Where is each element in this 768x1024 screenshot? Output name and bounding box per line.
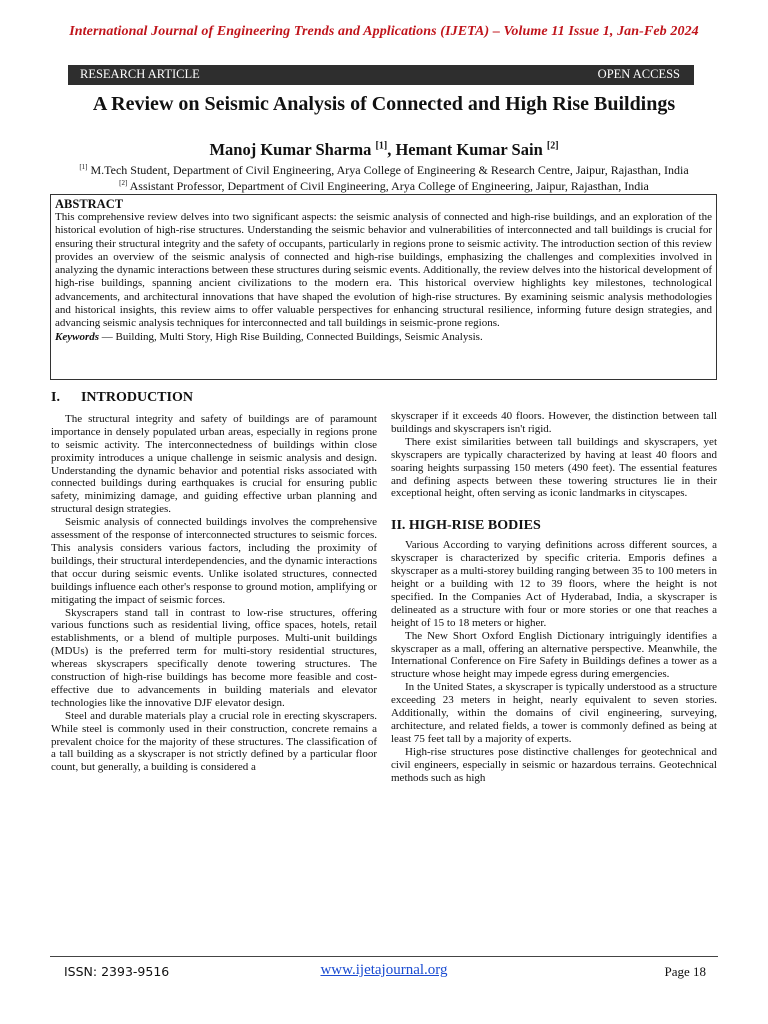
author-line [0,140,768,160]
paper-title: A Review on Seismic Analysis of Connected and High Rise Buildings [92,93,676,115]
left-column [51,392,377,774]
high-rise-paragraph: Various According to varying definitions across different sources, a skyscraper is characterized by specific criteria. Emporis defines a skyscraper as a multi-storey building ranging between 35 to 100 meters in height or a building with 12 to 39 floors, where the height is not specified. In the Companies Act of Hyderabad, India, a skyscraper is delineated as a structure with four or more stories or one that reaches a height of 15 to 18 meters or higher. [391,539,717,629]
affiliation-1-ref: [1] [79,163,88,171]
affiliation-1 [0,160,768,177]
intro-paragraph: The structural integrity and safety of buildings are of paramount importance in densely populated urban areas, especially in regions prone to seismic activity. The interconnectedness of buildings within close proximity introduces a unique challenge in seismic analysis and design. Understanding the dynamic behavior and potential risks associated with connected buildings during earthquakes is crucial for ensuring public safety, minimizing damage, and guiding effective urban planning and structural design strategies. [51,412,377,516]
keywords-label: Keywords [55,330,99,343]
introduction-heading: I. INTRODUCTION [51,390,193,405]
intro-continued-paragraph: skyscraper if it exceeds 40 floors. However, the distinction between tall buildings and skyscrapers isn't rigid. [391,410,717,435]
author-separator: , [387,140,396,159]
author-2: Hemant Kumar Sain [395,140,543,159]
intro-paragraph: Seismic analysis of connected buildings involves the comprehensive assessment of the response of interconnected structures to seismic forces. This analysis considers various factors, including the proximity of buildings, their structural interdependencies, and the dynamic interactions that occur during seismic events. Unlike isolated structures, connected buildings influence each other's response to ground motion, amplifying or mitigating the impact of seismic forces. [51,516,377,606]
open-access-label: OPEN ACCESS [597,67,680,81]
high-rise-paragraph: In the United States, a skyscraper is typically understood as a structure exceeding 23 meters in height, nearly equivalent to seven stories. Additionally, within the domains of civil engineering, surveying, architecture, and related fields, a tower is commonly defined as being at least 75 feet tall by a majority of experts. [391,681,717,745]
keywords-line [55,331,712,344]
footer-divider [50,956,718,957]
high-rise-heading: II. HIGH-RISE BODIES [391,518,541,534]
abstract-heading: ABSTRACT [55,197,124,211]
affiliation-1-text: M.Tech Student, Department of Civil Engineering, Arya College of Engineering & Research Centre, Jaipur, Rajasthan, India [87,163,689,177]
intro-continued-paragraph: There exist similarities between tall buildings and skyscrapers, yet skyscrapers are typically characterized by having at least 40 floors and soaring heights surpassing 150 meters (490 feet). The essential features and defining aspects between these towering structures lie in their exceptional height, often serving as iconic landmarks in cityscapes. [391,435,717,500]
intro-paragraph: Skyscrapers stand tall in contrast to low-rise structures, offering various functions such as residential living, office spaces, hotels, retail establishments, or a blend of multiple purposes. Multi-unit buildings (MDUs) is the preferred term for multi-story residential structures, whereas skyscrapers specifically denote towering structures. The construction of high-rise buildings has become more feasible and cost-effective due to advancements in building materials and elevator technologies like the innovative DJF elevator design. [51,606,377,709]
high-rise-paragraph: The New Short Oxford English Dictionary intriguingly identifies a skyscraper as a mall, offering an alternative perspective. Meanwhile, the International Conference on Fire Safety in Buildings defines a tower as a structure whose height may impede egress during emergencies. [391,629,717,681]
affiliation-2 [0,176,768,193]
keywords-text: — Building, Multi Story, High Rise Building, Connected Buildings, Seismic Analysis. [99,330,483,343]
article-type-label: RESEARCH ARTICLE [80,67,200,81]
intro-paragraph: Steel and durable materials play a crucial role in erecting skyscrapers. While steel is commonly used in their construction, concrete remains a prevalent choice for the majority of these structures. The classification of a tall building as a skyscraper is not strictly defined by a particular floor count, but generally, a building is considered a [51,709,377,774]
author-1: Manoj Kumar Sharma [209,140,372,159]
journal-header: International Journal of Engineering Trends and Applications (IJETA) – Volume 11 Issue 1, Jan-Feb 2024 [69,24,699,39]
footer-issn: ISSN: 2393-9516 [64,964,170,979]
footer-page-number: Page 18 [664,964,706,979]
author-2-ref: [2] [546,140,559,152]
right-column [391,410,717,784]
author-1-ref: [1] [375,140,388,152]
abstract-box [50,194,717,380]
abstract-text: This comprehensive review delves into two significant aspects: the seismic analysis of connected and high-rise buildings, and an exploration of the historical evolution of high-rise structures. Understanding the seismic behavior and vulnerabilities of interconnected and tall buildings is crucial for ensuring their structural integrity and the safety of occupants, particularly in regions prone to seismic activity. The introduction section of this review provides an overview of the seismic analysis of connected and high-rise buildings, emphasizing the challenges and complexities involved in analyzing the dynamic interactions between these structures during seismic events. Additionally, the review delves into the historical development of high-rise buildings, spanning ancient civilizations to the modern era. This historical overview highlights key milestones, technological advancements, and architectural innovations that have shaped the evolution of high-rise structures. By examining seismic analysis methodologies and historical insights, this review aims to offer valuable perspectives for enhancing structural resilience, informing future design strategies, and advancing seismic analysis techniques for interconnected and tall buildings in seismic-prone regions. [55,211,712,330]
article-type-bar [68,65,694,85]
footer-journal-link[interactable]: www.ijetajournal.org [320,962,448,978]
affiliation-2-ref: [2] [119,179,128,187]
high-rise-paragraph: High-rise structures pose distinctive challenges for geotechnical and civil engineers, especially in seismic or hazardous terrains. Geotechnical methods such as high [391,745,717,784]
affiliation-2-text: Assistant Professor, Department of Civil Engineering, Arya College of Engineering, Jaipur, Rajasthan, India [127,179,649,193]
